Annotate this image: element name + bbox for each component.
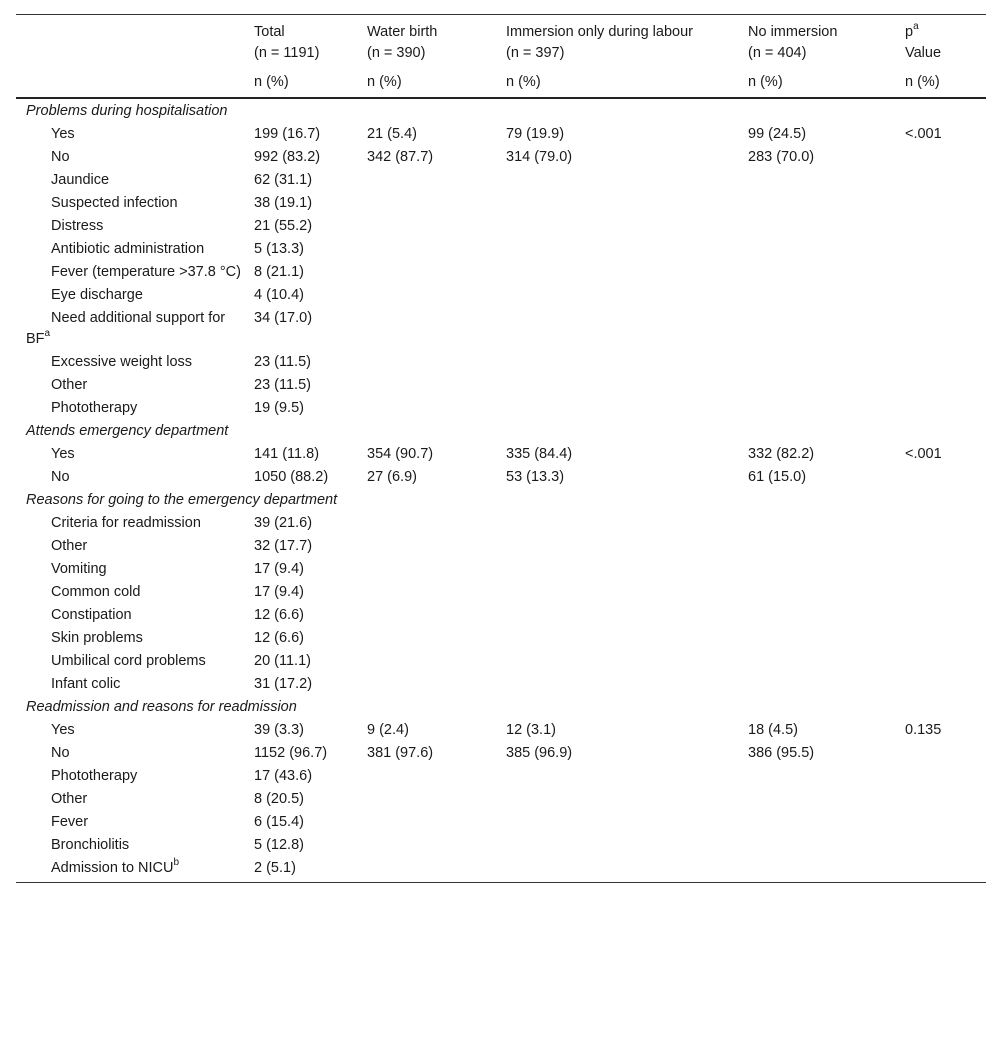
table-row [16, 558, 986, 581]
cell-water-birth [363, 397, 502, 420]
cell-total: 17 (9.4) [254, 584, 304, 600]
row-label: Eye discharge [51, 287, 143, 303]
row-label: Antibiotic administration [51, 241, 205, 257]
cell-total: 141 (11.8) [254, 446, 320, 462]
row-label: Yes [51, 722, 75, 738]
cell-total: 12 (6.6) [254, 630, 304, 646]
cell-total: 8 (21.1) [254, 264, 304, 280]
table-row [16, 307, 986, 351]
unit-immersion-labour: n (%) [502, 66, 744, 98]
row-label: Other [51, 377, 88, 393]
cell-immersion-labour [502, 650, 744, 673]
row-label: No [51, 149, 70, 165]
cell-p-value [901, 192, 986, 215]
table-row [16, 397, 986, 420]
cell-no-immersion: 99 (24.5) [748, 126, 807, 142]
cell-no-immersion [744, 765, 901, 788]
cell-no-immersion [744, 627, 901, 650]
cell-no-immersion: 61 (15.0) [748, 469, 807, 485]
row-label: Common cold [51, 584, 141, 600]
cell-immersion-labour [502, 673, 744, 696]
table-row [16, 765, 986, 788]
table-row [16, 238, 986, 261]
cell-total: 1152 (96.7) [254, 745, 328, 761]
cell-total: 17 (43.6) [254, 768, 313, 784]
cell-no-immersion [744, 650, 901, 673]
table-row [16, 123, 986, 146]
cell-immersion-labour [502, 215, 744, 238]
cell-p-value [901, 558, 986, 581]
cell-total: 19 (9.5) [254, 400, 304, 416]
cell-water-birth: 342 (87.7) [367, 149, 434, 165]
section-title: Reasons for going to the emergency department [26, 492, 338, 508]
cell-total: 1050 (88.2) [254, 469, 329, 485]
cell-immersion-labour [502, 581, 744, 604]
section-heading-row [16, 98, 986, 123]
cell-immersion-labour [502, 238, 744, 261]
cell-immersion-labour [502, 627, 744, 650]
table-row [16, 535, 986, 558]
cell-no-immersion [744, 834, 901, 857]
cell-no-immersion [744, 284, 901, 307]
row-label: Other [51, 538, 88, 554]
row-label: Distress [51, 218, 104, 234]
cell-p-value [901, 742, 986, 765]
table-row [16, 466, 986, 489]
row-label: Yes [51, 126, 75, 142]
cell-total: 39 (21.6) [254, 515, 313, 531]
cell-immersion-labour [502, 261, 744, 284]
cell-total: 31 (17.2) [254, 676, 313, 692]
row-label: Jaundice [51, 172, 110, 188]
cell-p-value: <.001 [905, 446, 942, 462]
results-table [16, 14, 986, 883]
cell-water-birth [363, 650, 502, 673]
cell-p-value [901, 397, 986, 420]
cell-no-immersion: 386 (95.5) [748, 745, 815, 761]
cell-p-value [901, 215, 986, 238]
header-total: Total (n = 1191) [250, 15, 363, 67]
cell-total: 34 (17.0) [254, 310, 313, 326]
cell-p-value [901, 169, 986, 192]
cell-total: 23 (11.5) [254, 354, 311, 370]
row-label: No [51, 469, 70, 485]
cell-immersion-labour: 53 (13.3) [506, 469, 565, 485]
header-blank [16, 15, 250, 67]
section-heading-row [16, 489, 986, 512]
cell-water-birth [363, 535, 502, 558]
cell-water-birth [363, 834, 502, 857]
cell-p-value [901, 834, 986, 857]
section-title: Attends emergency department [26, 423, 229, 439]
cell-water-birth [363, 261, 502, 284]
cell-immersion-labour [502, 558, 744, 581]
cell-p-value [901, 788, 986, 811]
cell-immersion-labour: 385 (96.9) [506, 745, 573, 761]
unit-no-immersion: n (%) [744, 66, 901, 98]
cell-p-value [901, 374, 986, 397]
cell-total: 62 (31.1) [254, 172, 313, 188]
cell-total: 8 (20.5) [254, 791, 304, 807]
cell-p-value [901, 627, 986, 650]
cell-p-value [901, 811, 986, 834]
unit-water-birth: n (%) [363, 66, 502, 98]
cell-immersion-labour [502, 192, 744, 215]
cell-p-value [901, 351, 986, 374]
cell-immersion-labour [502, 351, 744, 374]
cell-no-immersion [744, 811, 901, 834]
cell-immersion-labour [502, 857, 744, 883]
cell-p-value [901, 650, 986, 673]
cell-p-value [901, 238, 986, 261]
cell-no-immersion [744, 351, 901, 374]
cell-immersion-labour [502, 834, 744, 857]
cell-no-immersion [744, 558, 901, 581]
cell-p-value [901, 857, 986, 883]
table-row [16, 581, 986, 604]
row-label: Skin problems [51, 630, 143, 646]
cell-no-immersion [744, 512, 901, 535]
cell-p-value [901, 604, 986, 627]
table-row [16, 192, 986, 215]
cell-water-birth [363, 857, 502, 883]
cell-p-value: 0.135 [905, 722, 942, 738]
cell-total: 17 (9.4) [254, 561, 304, 577]
cell-water-birth: 381 (97.6) [367, 745, 434, 761]
cell-water-birth [363, 307, 502, 351]
cell-immersion-labour [502, 307, 744, 351]
cell-water-birth [363, 788, 502, 811]
cell-immersion-labour: 335 (84.4) [506, 446, 573, 462]
table-row [16, 857, 986, 883]
cell-no-immersion [744, 238, 901, 261]
cell-water-birth [363, 765, 502, 788]
cell-no-immersion [744, 374, 901, 397]
table-row [16, 627, 986, 650]
table-row [16, 169, 986, 192]
row-label: Other [51, 791, 88, 807]
cell-no-immersion [744, 215, 901, 238]
cell-water-birth [363, 192, 502, 215]
cell-immersion-labour [502, 765, 744, 788]
cell-no-immersion [744, 261, 901, 284]
table-header [16, 15, 986, 99]
cell-no-immersion: 283 (70.0) [748, 149, 815, 165]
cell-water-birth [363, 238, 502, 261]
cell-total: 199 (16.7) [254, 126, 321, 142]
cell-water-birth [363, 284, 502, 307]
table-row [16, 811, 986, 834]
cell-no-immersion [744, 307, 901, 351]
cell-water-birth [363, 558, 502, 581]
cell-water-birth: 354 (90.7) [367, 446, 434, 462]
cell-water-birth [363, 673, 502, 696]
cell-immersion-labour [502, 169, 744, 192]
section-title: Problems during hospitalisation [26, 103, 228, 119]
table-row [16, 512, 986, 535]
cell-immersion-labour [502, 811, 744, 834]
cell-water-birth: 21 (5.4) [367, 126, 417, 142]
cell-no-immersion [744, 604, 901, 627]
cell-p-value [901, 581, 986, 604]
cell-total: 23 (11.5) [254, 377, 311, 393]
cell-immersion-labour [502, 604, 744, 627]
row-label: Phototherapy [51, 768, 138, 784]
table-row [16, 788, 986, 811]
cell-water-birth: 27 (6.9) [367, 469, 417, 485]
cell-total: 39 (3.3) [254, 722, 304, 738]
row-label: Suspected infection [51, 195, 178, 211]
cell-water-birth [363, 169, 502, 192]
cell-total: 4 (10.4) [254, 287, 304, 303]
cell-total: 992 (83.2) [254, 149, 321, 165]
table-row [16, 834, 986, 857]
footnote-marker: a [44, 328, 51, 340]
table-row [16, 719, 986, 742]
unit-total: n (%) [250, 66, 363, 98]
cell-no-immersion [744, 581, 901, 604]
cell-immersion-labour [502, 512, 744, 535]
row-label: Constipation [51, 607, 132, 623]
table-row [16, 742, 986, 765]
row-label: Bronchiolitis [51, 837, 130, 853]
row-label: No [51, 745, 70, 761]
cell-no-immersion [744, 857, 901, 883]
cell-p-value: <.001 [905, 126, 942, 142]
table-row [16, 284, 986, 307]
row-label: Excessive weight loss [51, 354, 193, 370]
table-row [16, 374, 986, 397]
section-title: Readmission and reasons for readmission [26, 699, 297, 715]
cell-total: 6 (15.4) [254, 814, 304, 830]
header-immersion-labour: Immersion only during labour (n = 397) [502, 15, 744, 67]
unit-p-value: n (%) [901, 66, 986, 98]
cell-total: 32 (17.7) [254, 538, 313, 554]
cell-total: 21 (55.2) [254, 218, 313, 234]
cell-p-value [901, 261, 986, 284]
table-row [16, 650, 986, 673]
table-row [16, 351, 986, 374]
cell-total: 5 (13.3) [254, 241, 304, 257]
cell-immersion-labour: 12 (3.1) [506, 722, 556, 738]
cell-no-immersion: 332 (82.2) [748, 446, 815, 462]
cell-p-value [901, 146, 986, 169]
row-label: Yes [51, 446, 75, 462]
cell-no-immersion [744, 535, 901, 558]
row-label: Fever [51, 814, 89, 830]
cell-water-birth [363, 351, 502, 374]
row-label: Vomiting [51, 561, 107, 577]
cell-no-immersion [744, 788, 901, 811]
section-heading-row [16, 420, 986, 443]
row-label: Criteria for readmission [51, 515, 201, 531]
results-table-container [16, 14, 986, 883]
header-p-value: $p^a$ Value [901, 15, 986, 67]
cell-p-value [901, 307, 986, 351]
cell-total: 2 (5.1) [250, 857, 363, 883]
cell-p-value [901, 284, 986, 307]
row-label: Admission to NICU$^b$ [16, 857, 250, 883]
cell-immersion-labour [502, 374, 744, 397]
cell-total: 20 (11.1) [254, 653, 311, 669]
row-label: Phototherapy [51, 400, 138, 416]
cell-water-birth [363, 512, 502, 535]
unit-blank [16, 66, 250, 98]
header-water-birth: Water birth (n = 390) [363, 15, 502, 67]
cell-immersion-labour: 314 (79.0) [506, 149, 573, 165]
cell-no-immersion [744, 397, 901, 420]
row-label: Umbilical cord problems [51, 653, 206, 669]
table-row [16, 604, 986, 627]
cell-total: 5 (12.8) [254, 837, 304, 853]
cell-p-value [901, 512, 986, 535]
cell-immersion-labour: 79 (19.9) [506, 126, 565, 142]
cell-water-birth [363, 604, 502, 627]
cell-immersion-labour [502, 284, 744, 307]
cell-water-birth [363, 811, 502, 834]
table-row [16, 261, 986, 284]
cell-immersion-labour [502, 788, 744, 811]
table-row [16, 215, 986, 238]
cell-total: 12 (6.6) [254, 607, 304, 623]
cell-water-birth [363, 581, 502, 604]
cell-water-birth: 9 (2.4) [367, 722, 409, 738]
cell-p-value [901, 535, 986, 558]
table-row [16, 673, 986, 696]
cell-p-value [901, 466, 986, 489]
table-row [16, 443, 986, 466]
cell-no-immersion [744, 192, 901, 215]
cell-water-birth [363, 374, 502, 397]
cell-immersion-labour [502, 535, 744, 558]
cell-total: 38 (19.1) [254, 195, 313, 211]
row-label: Infant colic [51, 676, 121, 692]
row-label: Fever (temperature >37.8 °C) [51, 264, 241, 280]
table-body [16, 98, 986, 883]
cell-water-birth [363, 627, 502, 650]
section-heading-row [16, 696, 986, 719]
cell-no-immersion: 18 (4.5) [748, 722, 798, 738]
table-row [16, 146, 986, 169]
footnote-marker: b [173, 857, 180, 869]
cell-no-immersion [744, 169, 901, 192]
cell-p-value [901, 765, 986, 788]
cell-no-immersion [744, 673, 901, 696]
header-no-immersion: No immersion (n = 404) [744, 15, 901, 67]
row-label: Need additional support for $BF^a$ [26, 310, 226, 347]
cell-immersion-labour [502, 397, 744, 420]
cell-p-value [901, 673, 986, 696]
cell-water-birth [363, 215, 502, 238]
